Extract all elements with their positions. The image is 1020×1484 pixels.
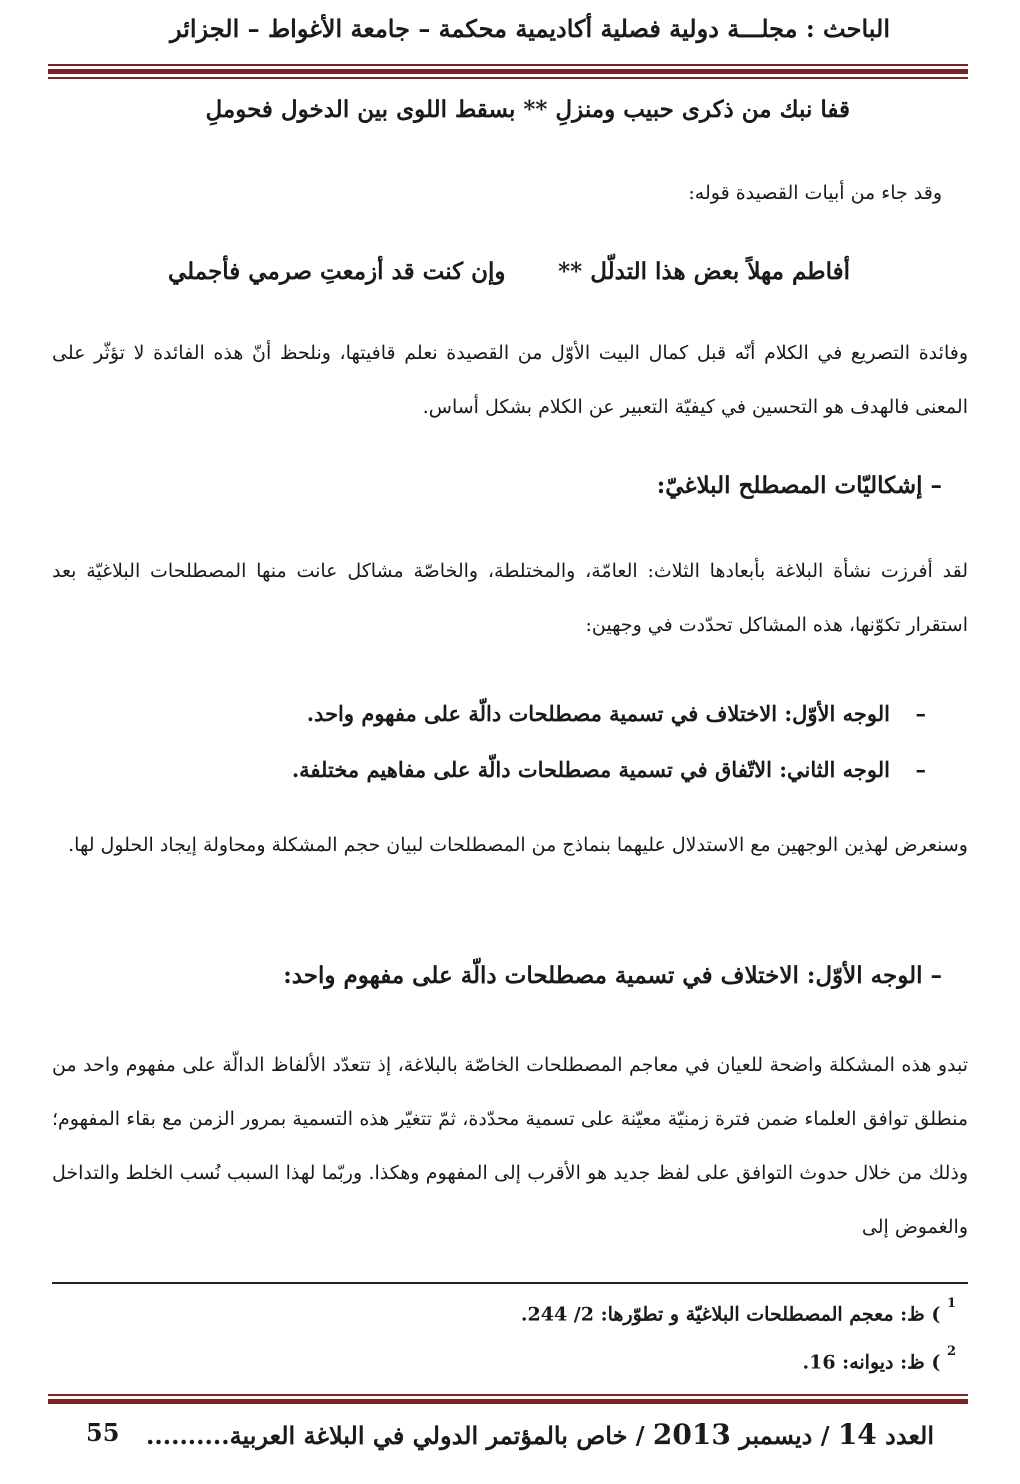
paragraph-tasree <box>52 326 968 434</box>
footnote-text: ) ظ: ديوانه: 16. <box>802 1351 941 1374</box>
journal-header: الباحث : مجلـــة دولية فصلية أكاديمية محكمة – جامعة الأغواط – الجزائر <box>169 14 890 43</box>
verse-line-2-second-half: وإن كنت قد أزمعتِ صرمي فأجملي <box>168 258 506 285</box>
page-number: 55 <box>86 1418 120 1447</box>
footer-rule-thin <box>48 1394 968 1396</box>
footer-issue-info <box>146 1418 934 1451</box>
bullet-text: الوجه الأوّل: الاختلاف في تسمية مصطلحات دالّة على مفهوم واحد. <box>306 701 890 726</box>
verse-line-2-first-half: أفاطم مهلاً بعض هذا التدلّل ** <box>558 258 850 285</box>
intro-line: وقد جاء من أبيات القصيدة قوله: <box>688 182 942 204</box>
header-rule-thin <box>48 64 968 66</box>
bullet-dash: – <box>915 701 926 726</box>
paragraph-nasha <box>52 544 968 652</box>
footnote-number: 1 <box>946 1296 956 1311</box>
footnote-1 <box>520 1296 956 1326</box>
header-rule-thin-2 <box>48 77 968 79</box>
paragraph-text: وفائدة التصريع في الكلام أنّه قبل كمال البيت الأوّل من القصيدة نعلم قافيتها، ونلحظ أنّ هذه الفائدة لا تؤثّر على المعنى فالهدف هو التحسين في كيفيّة التعبير عن الكلام بشكل أساس. <box>52 342 968 418</box>
paragraph-text: وسنعرض لهذين الوجهين مع الاستدلال عليهما بنماذج من المصطلحات لبيان حجم المشكلة ومحاولة إيجاد الحلول لها. <box>68 834 968 856</box>
footer-issue-number: 14 <box>837 1418 877 1451</box>
bullet-item-1 <box>292 686 926 742</box>
footer-rule-thick <box>48 1399 968 1404</box>
footnote-separator <box>52 1282 968 1284</box>
footnote-2 <box>802 1344 956 1374</box>
bullet-text: الوجه الثاني: الاتّفاق في تسمية مصطلحات دالّة على مفاهيم مختلفة. <box>291 757 890 782</box>
footer-month: / ديسمبر <box>739 1421 830 1450</box>
footer-issue-label: العدد <box>885 1421 934 1450</box>
section-heading-wajh-awwal: – الوجه الأوّل: الاختلاف في تسمية مصطلحات دالّة على مفهوم واحد: <box>283 962 942 989</box>
footer-year: 2013 <box>652 1418 731 1451</box>
bullet-list <box>291 686 926 798</box>
paragraph-text: لقد أفرزت نشأة البلاغة بأبعادها الثلاث: العامّة، والمختلطة، والخاصّة مشاكل عانت منها المصطلحات البلاغيّة بعد استقرار تكوّنها، هذه المشاكل تحدّدت في وجهين: <box>52 560 968 636</box>
footnote-number: 2 <box>946 1344 956 1359</box>
footnote-text: ) ظ: معجم المصطلحات البلاغيّة و تطوّرها: 2/ 244. <box>520 1303 941 1326</box>
footer-conference: / خاص بالمؤتمر الدولي في البلاغة العربية.......... <box>146 1421 645 1450</box>
header-rule-thick <box>48 69 968 74</box>
paragraph-text: تبدو هذه المشكلة واضحة للعيان في معاجم المصطلحات الخاصّة بالبلاغة، إذ تتعدّد الألفاظ الدالّة على مفهوم واحد من منطلق توافق العلماء ضمن فترة زمنيّة معيّنة على تسمية محدّدة، ثمّ تتغيّر هذه التسمية بمرور الزمن مع بقاء المفهوم؛ وذلك من خلال حدوث التوافق على لفظ جديد هو الأقرب إلى المفهوم وهكذا. وربّما لهذا السبب نُسب الخلط والتداخل والغموض إلى <box>52 1054 968 1238</box>
verse-line-1: قفا نبك من ذكرى حبيب ومنزلِ ** بسقط اللوى بين الدخول فحوملِ <box>205 96 850 123</box>
bullet-dash: – <box>915 757 926 782</box>
bullet-item-2 <box>291 742 926 798</box>
paragraph-sanaarid <box>52 818 968 872</box>
section-heading-ishkaliyat: – إشكاليّات المصطلح البلاغيّ: <box>656 472 942 499</box>
paragraph-tabdu <box>52 1038 968 1254</box>
